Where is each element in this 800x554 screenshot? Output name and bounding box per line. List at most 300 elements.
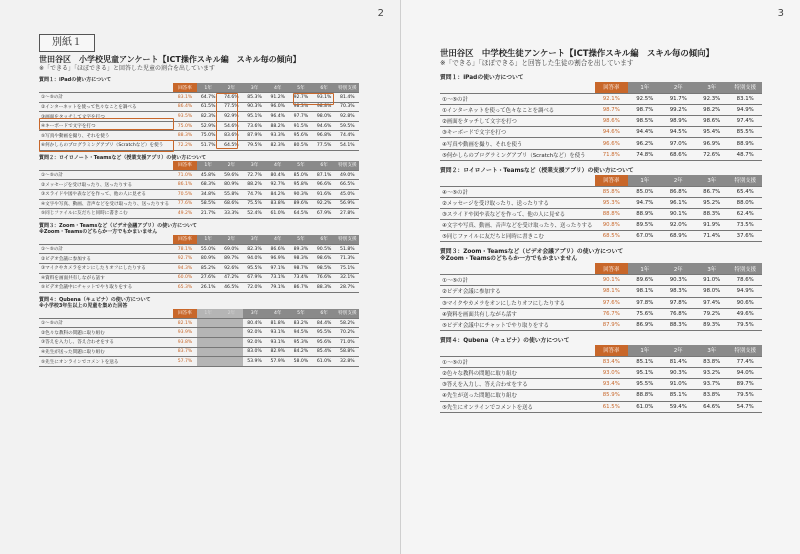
table-row [39,283,359,293]
grade-rate-cell: 97.4% [695,297,728,308]
column-header: 2年 [220,309,243,319]
table-row [39,131,359,141]
column-header: 3年 [695,82,728,93]
grade-rate-cell: 85.0% [289,170,312,180]
grade-rate-cell [197,347,220,357]
grade-rate-cell: 81.4% [662,356,695,367]
grade-rate-cell: 74.7% [243,189,266,199]
header-blank [39,161,173,171]
q1-table [39,83,359,151]
grade-rate-cell: 87.9% [243,131,266,141]
overall-rate-cell: 88.3% [173,131,196,141]
grade-rate-cell: 98.1% [628,286,661,297]
grade-rate-cell: 84.2% [289,347,312,357]
column-header: 6年 [313,161,336,171]
table-row [440,390,762,401]
grade-rate-cell: 64.7% [197,93,220,103]
row-label: ②色々な教科の問題に取り組む [440,367,595,378]
grade-rate-cell: 83.1% [728,93,762,104]
grade-rate-cell: 62.4% [728,208,762,219]
grade-rate-cell: 94.6% [313,121,336,131]
grade-rate-cell: 61.0% [266,209,289,219]
grade-rate-cell: 56.9% [336,199,359,209]
grade-rate-cell: 97.8% [662,297,695,308]
grade-rate-cell: 94.4% [628,127,661,138]
grade-rate-cell: 92.2% [313,199,336,209]
overall-rate-cell: 98.7% [595,104,628,115]
grade-rate-cell: 61.0% [313,357,336,367]
table-row [440,367,762,378]
grade-rate-cell: 54.6% [220,121,243,131]
grade-rate-cell: 88.3% [662,319,695,330]
overall-rate-cell: 92.7% [173,254,196,264]
grade-rate-cell: 92.0% [243,338,266,348]
grade-rate-cell: 71.4% [695,231,728,242]
grade-rate-cell: 85.4% [313,347,336,357]
overall-rate-cell: 49.2% [173,209,196,219]
column-header: 3年 [695,175,728,186]
grade-rate-cell: 91.5% [289,121,312,131]
elementary-content [39,55,359,367]
grade-rate-cell: 98.0% [313,112,336,122]
column-header: 3年 [695,345,728,356]
table-row [39,254,359,264]
column-header: 1年 [628,345,661,356]
column-header: 1年 [197,83,220,93]
column-header: 特別支援 [728,263,762,274]
grade-rate-cell [220,357,243,367]
row-label: ④資料を画面共有しながら話す [440,308,595,319]
grade-rate-cell: 58.8% [336,347,359,357]
column-header: 2年 [220,235,243,245]
row-label: ④写真や動画を撮り、それを使う [440,138,595,149]
grade-rate-cell: 69.0% [220,244,243,254]
grade-rate-cell: 68.6% [220,199,243,209]
grade-rate-cell: 59.6% [220,170,243,180]
q3-note: ※Zoom・Teamsのどちらか一方でもかまいません [39,228,158,235]
grade-rate-cell: 76.8% [662,308,695,319]
header-blank [440,175,595,186]
row-label: ①～⑤の計 [440,356,595,367]
grade-rate-cell: 94.0% [728,367,762,378]
grade-rate-cell: 86.7% [695,186,728,197]
header-blank [39,83,173,93]
grade-rate-cell: 75.6% [628,308,661,319]
grade-rate-cell: 96.1% [662,197,695,208]
grade-rate-cell: 78.6% [728,275,762,286]
page-title: 世田谷区 中学校生徒アンケート【ICT操作スキル編 スキル毎の傾向】 [440,48,714,58]
grade-rate-cell: 85.5% [728,127,762,138]
table-row [39,338,359,348]
grade-rate-cell: 92.9% [220,112,243,122]
grade-rate-cell: 54.1% [336,141,359,151]
grade-rate-cell: 89.5% [628,220,661,231]
grade-rate-cell: 90.5% [313,244,336,254]
grade-rate-cell: 98.3% [662,286,695,297]
table-row [39,141,359,151]
grade-rate-cell: 77.4% [728,356,762,367]
grade-rate-cell: 91.0% [695,275,728,286]
grade-rate-cell: 21.7% [197,209,220,219]
grade-rate-cell: 81.4% [336,93,359,103]
column-header: 2年 [662,82,695,93]
column-header: 5年 [289,235,312,245]
column-header: 特別支援 [336,83,359,93]
table-row [440,93,762,104]
grade-rate-cell: 91.9% [695,220,728,231]
overall-rate-cell: 98.1% [595,286,628,297]
grade-rate-cell: 83.8% [695,390,728,401]
column-header: 2年 [220,161,243,171]
grade-rate-cell: 97.0% [662,138,695,149]
table-row [39,273,359,283]
grade-rate-cell: 95.5% [313,328,336,338]
grade-rate-cell: 76.6% [313,273,336,283]
row-label: ④資料を画面共有しながら話す [39,273,173,283]
grade-rate-cell: 88.8% [628,390,661,401]
grade-rate-cell: 64.5% [289,209,312,219]
column-header: 1年 [628,175,661,186]
row-label: ③答えを入力し、答え合わせをする [440,379,595,390]
row-label: ⑤何かしらのプログラミングアプリ（Scratchなど）を使う [440,149,595,160]
grade-rate-cell: 84.2% [266,189,289,199]
column-header: 回答率 [595,82,628,93]
grade-rate-cell: 61.0% [628,401,661,412]
table-row [440,286,762,297]
grade-rate-cell: 92.8% [336,112,359,122]
grade-rate-cell: 95.5% [243,264,266,274]
grade-rate-cell: 89.7% [220,254,243,264]
grade-rate-cell: 90.3% [289,189,312,199]
grade-rate-cell: 51.8% [336,244,359,254]
grade-rate-cell [197,357,220,367]
grade-rate-cell: 94.5% [289,328,312,338]
header-blank [440,263,595,274]
q4-note: ※小学校3年生以上の児童を集めた回答 [39,302,128,309]
column-header: 回答率 [595,263,628,274]
grade-rate-cell: 88.0% [728,197,762,208]
grade-rate-cell: 89.3% [695,319,728,330]
column-header: 4年 [266,83,289,93]
grade-rate-cell: 91.2% [266,93,289,103]
grade-rate-cell: 90.3% [243,102,266,112]
grade-rate-cell [197,338,220,348]
overall-rate-cell: 93.4% [595,379,628,390]
column-header: 回答率 [173,235,196,245]
table-row [440,297,762,308]
q2-title: 質問２：ロイロノート・Teamsなど（授業支援アプリ）の使い方について [440,167,634,174]
row-label: ③スライドや図や表などを作って、他の人に見せる [39,189,173,199]
table-row [440,220,762,231]
grade-rate-cell: 70.3% [336,102,359,112]
overall-rate-cell: 65.3% [173,283,196,293]
grade-rate-cell: 92.5% [628,93,661,104]
overall-rate-cell: 83.4% [595,356,628,367]
grade-rate-cell [220,328,243,338]
table-row [440,127,762,138]
q4-table [39,309,359,367]
column-header: 特別支援 [728,82,762,93]
row-label: ①～⑤の計 [39,244,173,254]
row-label: ②インターネットを使って色々なことを調べる [39,102,173,112]
grade-rate-cell: 51.7% [197,141,220,151]
overall-rate-cell: 78.1% [173,244,196,254]
grade-rate-cell: 67.9% [243,273,266,283]
grade-rate-cell: 48.7% [728,149,762,160]
grade-rate-cell: 89.6% [628,275,661,286]
grade-rate-cell: 90.3% [662,367,695,378]
grade-rate-cell [220,318,243,328]
row-label: ②ビデオ会議に参加する [440,286,595,297]
overall-rate-cell: 82.1% [173,318,196,328]
table-row [440,197,762,208]
grade-rate-cell: 72.6% [695,149,728,160]
grade-rate-cell: 88.3% [313,283,336,293]
column-header: 6年 [313,309,336,319]
grade-rate-cell: 33.3% [220,209,243,219]
row-label: ①～⑤の計 [39,170,173,180]
junior-high-content [440,48,762,413]
grade-rate-cell: 70.2% [336,328,359,338]
grade-rate-cell: 88.9% [728,138,762,149]
page-number: 3 [777,8,784,19]
column-header: 5年 [289,161,312,171]
overall-rate-cell: 94.3% [173,264,196,274]
grade-rate-cell: 93.3% [266,131,289,141]
grade-rate-cell: 34.8% [197,189,220,199]
grade-rate-cell: 77.5% [220,102,243,112]
grade-rate-cell: 59.4% [662,401,695,412]
grade-rate-cell: 74.8% [628,149,661,160]
grade-rate-cell: 83.2% [289,318,312,328]
grade-rate-cell: 82.9% [266,347,289,357]
grade-rate-cell: 90.6% [728,297,762,308]
grade-rate-cell: 80.5% [289,141,312,151]
table-row [440,208,762,219]
grade-rate-cell: 97.4% [728,116,762,127]
grade-rate-cell: 83.0% [243,347,266,357]
grade-rate-cell: 98.3% [289,102,312,112]
row-label: ①～⑤の計 [440,93,595,104]
grade-rate-cell: 55.8% [220,189,243,199]
table-row [39,199,359,209]
grade-rate-cell: 58.2% [336,318,359,328]
grade-rate-cell: 96.9% [266,254,289,264]
row-label: ③マイクやカメラをオンにしたりオフにしたりする [440,297,595,308]
row-label: ①～⑤の計 [440,275,595,286]
overall-rate-cell: 93.0% [595,367,628,378]
grade-rate-cell: 92.0% [662,220,695,231]
grade-rate-cell: 32.1% [336,273,359,283]
q1-title: 質問１：iPadの使い方について [39,77,112,83]
table-row [440,138,762,149]
grade-rate-cell: 46.5% [220,283,243,293]
grade-rate-cell: 71.3% [336,254,359,264]
row-label: ④～⑤の計 [440,186,595,197]
table-row [39,264,359,274]
grade-rate-cell: 94.9% [728,286,762,297]
table-row [440,308,762,319]
overall-rate-cell: 93.8% [173,338,196,348]
row-label: ⑤先生にオンラインでコメントを送る [39,357,173,367]
overall-rate-cell: 71.0% [173,170,196,180]
column-header: 1年 [197,161,220,171]
column-header: 回答率 [595,345,628,356]
grade-rate-cell: 92.7% [289,93,312,103]
table-row [440,116,762,127]
table-row [39,170,359,180]
grade-rate-cell: 73.4% [289,273,312,283]
grade-rate-cell: 95.1% [628,367,661,378]
grade-rate-cell: 65.4% [728,186,762,197]
column-header: 3年 [695,263,728,274]
grade-rate-cell: 73.6% [243,121,266,131]
table-row [39,328,359,338]
overall-rate-cell: 71.8% [595,149,628,160]
column-header: 1年 [197,309,220,319]
column-header: 特別支援 [336,235,359,245]
grade-rate-cell: 80.4% [266,170,289,180]
grade-rate-cell: 84.4% [313,318,336,328]
grade-rate-cell: 88.3% [695,208,728,219]
table-row [39,318,359,328]
grade-rate-cell: 95.4% [695,127,728,138]
grade-rate-cell: 66.5% [336,180,359,190]
q4-title: 質問４：Qubena（キュビナ）の使い方について [440,338,570,345]
grade-rate-cell: 49.0% [336,170,359,180]
grade-rate-cell: 59.5% [336,121,359,131]
row-label: ①インターネットを使って色々なことを調べる [440,104,595,115]
table-row [39,244,359,254]
column-header: 3年 [243,309,266,319]
grade-rate-cell: 80.9% [197,254,220,264]
grade-rate-cell: 98.3% [289,254,312,264]
q2-title: 質問２：ロイロノート・Teamsなど（授業支援アプリ）の使い方について [39,154,207,161]
row-label: ⑤同じファイルに友だちと同時に書きこむ [440,231,595,242]
grade-rate-cell: 92.0% [243,328,266,338]
grade-rate-cell: 86.9% [628,319,661,330]
overall-rate-cell: 83.7% [173,347,196,357]
column-header: 特別支援 [728,175,762,186]
column-header: 特別支援 [336,309,359,319]
grade-rate-cell: 95.3% [289,338,312,348]
grade-rate-cell: 89.7% [728,379,762,390]
overall-rate-cell: 95.3% [595,197,628,208]
row-label: ①～⑤の計 [39,93,173,103]
grade-rate-cell: 98.6% [695,116,728,127]
column-header: 2年 [662,263,695,274]
grade-rate-cell: 99.2% [662,104,695,115]
q4-title: 質問４：Qubena（キュビナ）の使い方について [39,296,151,303]
row-label: ②画面をタッチして文字を打つ [440,116,595,127]
grade-rate-cell: 92.7% [266,180,289,190]
row-label: ⑤ビデオ会議中にチャットでやり取りをする [39,283,173,293]
grade-rate-cell: 96.9% [695,138,728,149]
overall-rate-cell: 72.2% [173,141,196,151]
grade-rate-cell: 96.0% [266,102,289,112]
column-header: 2年 [662,345,695,356]
grade-rate-cell: 91.7% [662,93,695,104]
grade-rate-cell: 75.1% [336,264,359,274]
q2-table [440,175,762,243]
grade-rate-cell: 94.0% [243,254,266,264]
row-label: ①～⑤の計 [39,318,173,328]
column-header: 1年 [628,263,661,274]
q1-table [440,82,762,161]
overall-rate-cell: 76.7% [595,308,628,319]
column-header: 6年 [313,83,336,93]
column-header: 特別支援 [336,161,359,171]
grade-rate-cell: 64.5% [220,141,243,151]
grade-rate-cell: 88.9% [628,208,661,219]
grade-rate-cell: 95.6% [289,131,312,141]
row-label: ⑤ビデオ会議中にチャットでやり取りをする [440,319,595,330]
grade-rate-cell: 54.7% [728,401,762,412]
grade-rate-cell: 93.1% [266,328,289,338]
grade-rate-cell: 79.2% [695,308,728,319]
grade-rate-cell: 95.8% [289,180,312,190]
grade-rate-cell: 73.5% [728,220,762,231]
row-label: ⑤写真や動画を撮り、それを使う [39,131,173,141]
grade-rate-cell: 93.1% [313,93,336,103]
page-title: 世田谷区 小学校児童アンケート【ICT操作スキル編 スキル毎の傾向】 [39,55,301,64]
row-label: ⑤先生にオンラインでコメントを送る [440,401,595,412]
table-row [440,275,762,286]
table-row [39,189,359,199]
grade-rate-cell: 91.6% [313,189,336,199]
overall-rate-cell: 70.5% [173,189,196,199]
grade-rate-cell: 27.8% [336,209,359,219]
grade-rate-cell: 86.7% [289,283,312,293]
page-subtitle: ※「できる」「ほぼできる」と回答した生徒の割合を出しています [440,59,634,67]
grade-rate-cell: 32.8% [336,357,359,367]
column-header: 回答率 [595,175,628,186]
grade-rate-cell: 94.5% [662,127,695,138]
column-header: 4年 [266,161,289,171]
grade-rate-cell: 82.3% [197,112,220,122]
grade-rate-cell: 87.1% [313,170,336,180]
grade-rate-cell: 86.6% [266,244,289,254]
overall-rate-cell: 92.1% [595,93,628,104]
grade-rate-cell: 71.0% [336,338,359,348]
grade-rate-cell: 52.4% [243,209,266,219]
grade-rate-cell: 79.5% [728,319,762,330]
grade-rate-cell [220,347,243,357]
overall-rate-cell: 88.8% [595,208,628,219]
row-label: ②ビデオ会議に参加する [39,254,173,264]
overall-rate-cell: 90.8% [595,220,628,231]
column-header: 5年 [289,83,312,93]
grade-rate-cell: 97.7% [289,112,312,122]
grade-rate-cell: 96.4% [266,112,289,122]
grade-rate-cell: 53.9% [243,357,266,367]
overall-rate-cell: 96.6% [595,138,628,149]
row-label: ③キーボードで文字を打つ [440,127,595,138]
grade-rate-cell: 28.7% [336,283,359,293]
grade-rate-cell: 74.6% [220,93,243,103]
grade-rate-cell: 26.1% [197,283,220,293]
overall-rate-cell: 85.8% [595,186,628,197]
row-label: ④文字や写真、動画、音声などを受け取ったり、送ったりする [440,220,595,231]
column-header: 3年 [243,235,266,245]
grade-rate-cell: 90.3% [662,275,695,286]
grade-rate-cell: 73.1% [266,273,289,283]
q3-title: 質問３：Zoom・Teamsなど（ビデオ会議アプリ）の使い方について [440,249,624,256]
grade-rate-cell: 79.5% [728,390,762,401]
grade-rate-cell: 97.1% [266,264,289,274]
grade-rate-cell: 72.0% [243,283,266,293]
page-number: 2 [377,8,384,19]
